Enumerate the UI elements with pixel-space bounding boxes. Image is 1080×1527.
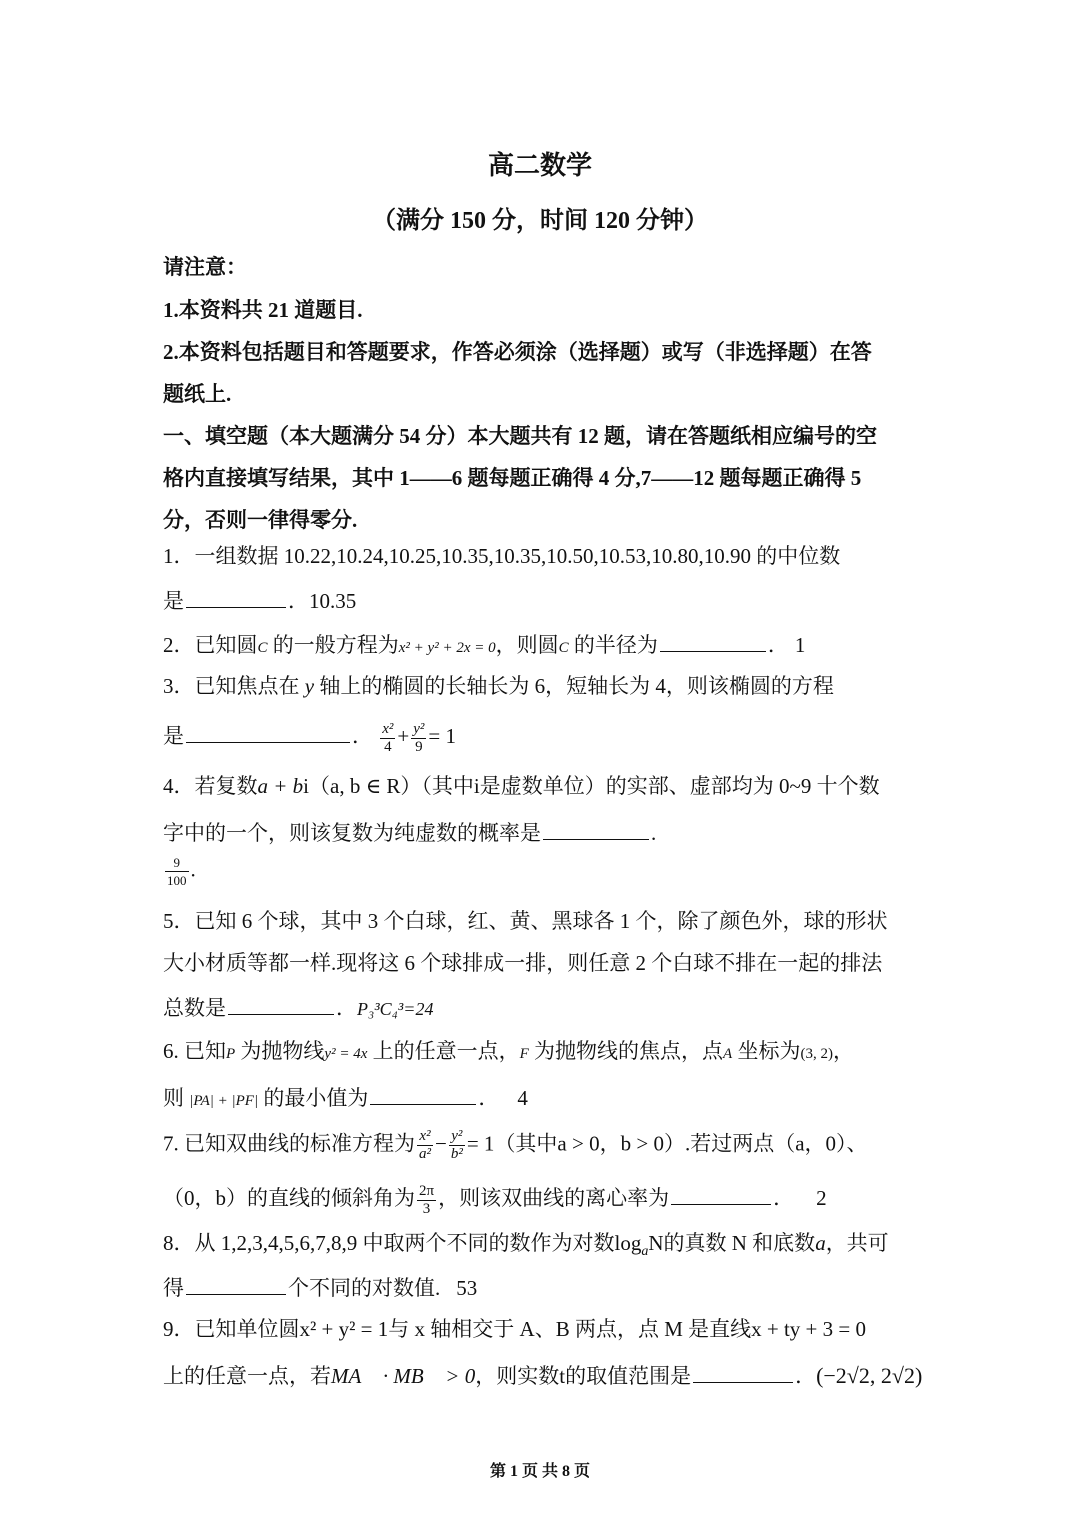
question-7-line-1 — [163, 1128, 868, 1163]
q6-answer: 4 — [517, 1086, 528, 1110]
notice-item-1: 1.本资料共 21 道题目. — [163, 298, 363, 322]
q6-text-a: 6. 已知 — [163, 1039, 226, 1063]
question-3-line-2 — [163, 718, 456, 756]
q6-text-f: ， — [832, 1039, 854, 1063]
question-8-line-1 — [163, 1228, 889, 1267]
q2-answer: 1 — [794, 633, 806, 657]
q3-suffix: ． — [352, 724, 373, 748]
q3-answer-blank[interactable] — [186, 718, 350, 743]
q9-suffix: ． — [795, 1364, 817, 1388]
q9-text-b: ，则实数t的取值范围是 — [475, 1364, 692, 1388]
q6-mid: 的最小值为 — [258, 1086, 369, 1110]
q9-text-a: 上的任意一点，若 — [163, 1364, 331, 1388]
q6-answer-blank[interactable] — [370, 1080, 476, 1105]
q2-prefix: 2．已知圆 — [163, 633, 258, 657]
q5-prefix: 总数是 — [163, 996, 226, 1020]
q9-answer-blank[interactable] — [693, 1358, 793, 1383]
question-3-line-1 — [163, 671, 834, 701]
question-1-line-2 — [163, 583, 356, 616]
q6-var-p: P — [226, 1046, 236, 1062]
section-1-instructions-line-1: 一、填空题（本大题满分 54 分）本大题共有 12 题，请在答题纸相应编号的空 — [163, 424, 877, 448]
q6-text-e: 坐标为 — [732, 1039, 801, 1063]
q8-suffix: 个不同的对数值. — [288, 1276, 441, 1300]
q8-log-base: a — [641, 1244, 649, 1260]
q4-expr-2: （a, b ∈ R） — [309, 774, 422, 798]
question-8-line-2 — [163, 1270, 477, 1303]
q6-text-d: 为抛物线的焦点，点 — [528, 1039, 724, 1063]
q7-fraction-x: $\frac{\text{x²}}{\text{a²}}$ — [419, 1128, 431, 1162]
q4-text-a: 4．若复数 — [163, 774, 258, 798]
notice-item-2-line-1: 2.本资料包括题目和答题要求，作答必须涂（选择题）或写（非选择题）在答 — [163, 340, 872, 364]
question-2 — [163, 627, 805, 663]
q7-text-c: （0，b）的直线的倾斜角为 — [163, 1186, 415, 1210]
q6-coord: (3, 2) — [800, 1046, 833, 1062]
q8-prefix: 得 — [163, 1276, 184, 1300]
q5-answer: P₃³C₄³=24 — [357, 999, 434, 1019]
q2-var-c: C — [257, 640, 268, 656]
q7-answer: 2 — [816, 1186, 827, 1210]
q4-answer-tail: . — [190, 857, 196, 882]
question-4-line-2 — [163, 815, 656, 848]
q2-equation: x² + y² + 2x = 0 — [398, 640, 496, 656]
q6-var-f: F — [519, 1046, 529, 1062]
page-footer: 第 1 页 共 8 页 — [489, 1463, 590, 1480]
question-1-line-1: 1．一组数据 10.22,10.24,10.25,10.35,10.35,10.50,10.53,10.80,10.90 的中位数 — [163, 544, 841, 568]
q2-suffix: ． — [767, 633, 789, 657]
q6-text-b: 为抛物线 — [235, 1039, 325, 1063]
question-6-line-1 — [163, 1036, 854, 1069]
q4-i-2: i — [473, 774, 480, 798]
q4-text-b: （其中 — [421, 774, 474, 798]
q7-text-d: ，则该双曲线的离心率为 — [438, 1186, 670, 1210]
q3-var-y: y — [304, 674, 315, 698]
question-6-line-2 — [163, 1080, 528, 1116]
q8-answer-blank[interactable] — [186, 1270, 286, 1295]
q8-var-a: a — [815, 1231, 826, 1255]
page-title: 高二数学 — [487, 151, 592, 180]
q2-mid-2: ，则圆 — [495, 633, 559, 657]
q7-equals: = 1 — [466, 1131, 495, 1156]
q3-answer-plus: + — [397, 724, 410, 748]
q2-mid-3: 的半径为 — [568, 633, 658, 657]
q3-answer-fraction-2: $\frac{\text{y²}}{9}$ — [413, 720, 425, 755]
q3-answer-tail: = 1 — [428, 724, 456, 748]
q2-mid-1: 的一般方程为 — [267, 633, 399, 657]
section-1-instructions-line-2: 格内直接填写结果，其中 1——6 题每题正确得 4 分,7——12 题每题正确得 5 — [163, 466, 862, 490]
question-5-line-2: 大小材质等都一样.现将这 6 个球排成一排，则任意 2 个白球不排在一起的排法 — [163, 951, 883, 975]
q7-answer-blank[interactable] — [671, 1180, 771, 1205]
question-7-line-2 — [163, 1180, 827, 1218]
question-4-line-1 — [163, 771, 880, 801]
q5-answer-blank[interactable] — [228, 990, 334, 1015]
q8-answer: 53 — [456, 1276, 478, 1300]
q1-suffix: ． — [288, 589, 309, 613]
q3-text-b: 轴上的椭圆的长轴长为 6，短轴长为 4，则该椭圆的方程 — [314, 674, 834, 698]
q8-text-c: ，共可 — [825, 1231, 889, 1255]
q4-answer-fraction: $\frac{9}{100}$ — [167, 855, 187, 888]
q7-text-a: 7. 已知双曲线的标准方程为 — [163, 1131, 415, 1156]
q8-text-a: 8．从 1,2,3,4,5,6,7,8,9 中取两个不同的数作为对数log — [163, 1231, 642, 1255]
question-9-line-2 — [163, 1358, 922, 1391]
question-9-line-1: 9．已知单位圆x² + y² = 1与 x 轴相交于 A、B 两点，点 M 是直线x + ty + 3 = 0 — [163, 1317, 866, 1341]
q6-expression: |PA| + |PF| — [189, 1093, 259, 1109]
question-4-answer — [163, 854, 196, 889]
q4-suffix: . — [651, 821, 657, 845]
q1-answer: 10.35 — [309, 589, 357, 613]
q7-suffix: ． — [773, 1186, 795, 1210]
q9-answer: (−2√2, 2√2) — [816, 1363, 923, 1388]
question-5-line-1: 5．已知 6 个球，其中 3 个白球，红、黄、黑球各 1 个，除了颜色外，球的形状 — [163, 909, 888, 933]
q6-prefix: 则 — [163, 1086, 190, 1110]
notice-item-2-line-2: 题纸上. — [163, 382, 232, 406]
q2-var-c-2: C — [558, 640, 569, 656]
q4-i-1: i — [303, 774, 310, 798]
q6-var-a: A — [723, 1046, 733, 1062]
q7-fraction-y: $\frac{\text{y²}}{\text{b²}}$ — [450, 1128, 463, 1162]
page-subtitle: （满分 150 分，时间 120 分钟） — [372, 208, 708, 234]
q8-text-b: N的真数 N 和底数 — [648, 1231, 816, 1255]
q6-text-c: 上的任意一点， — [367, 1039, 520, 1063]
q2-answer-blank[interactable] — [660, 627, 766, 652]
q6-suffix: ． — [478, 1086, 500, 1110]
q5-suffix: ． — [336, 996, 357, 1020]
q9-vector-expression: MA⃗ · MB⃗ > 0 — [331, 1364, 476, 1388]
q3-text-a: 3．已知焦点在 — [163, 674, 305, 698]
q4-expr-1: a + b — [257, 774, 304, 798]
q1-answer-blank[interactable] — [186, 583, 286, 608]
notice-heading: 请注意： — [163, 255, 247, 279]
q7-text-b: （其中a > 0，b > 0）.若过两点（a，0）、 — [494, 1131, 868, 1156]
q3-prefix: 是 — [163, 724, 184, 748]
q6-parabola: y² = 4x — [324, 1046, 368, 1062]
q1-prefix: 是 — [163, 589, 184, 613]
q4-text-d: 字中的一个，则该复数为纯虚数的概率是 — [163, 821, 541, 845]
q4-text-c: 是虚数单位）的实部、虚部均为 0~9 十个数 — [479, 774, 880, 798]
section-1-instructions-line-3: 分，否则一律得零分. — [163, 508, 358, 532]
question-5-line-3 — [163, 990, 433, 1024]
q4-answer-blank[interactable] — [543, 815, 649, 840]
q3-answer-fraction-1: $\frac{\text{x²}}{4}$ — [382, 720, 394, 755]
q7-angle-fraction: $\frac{2\pi}{3}$ — [419, 1182, 435, 1217]
q7-minus: − — [435, 1131, 447, 1156]
